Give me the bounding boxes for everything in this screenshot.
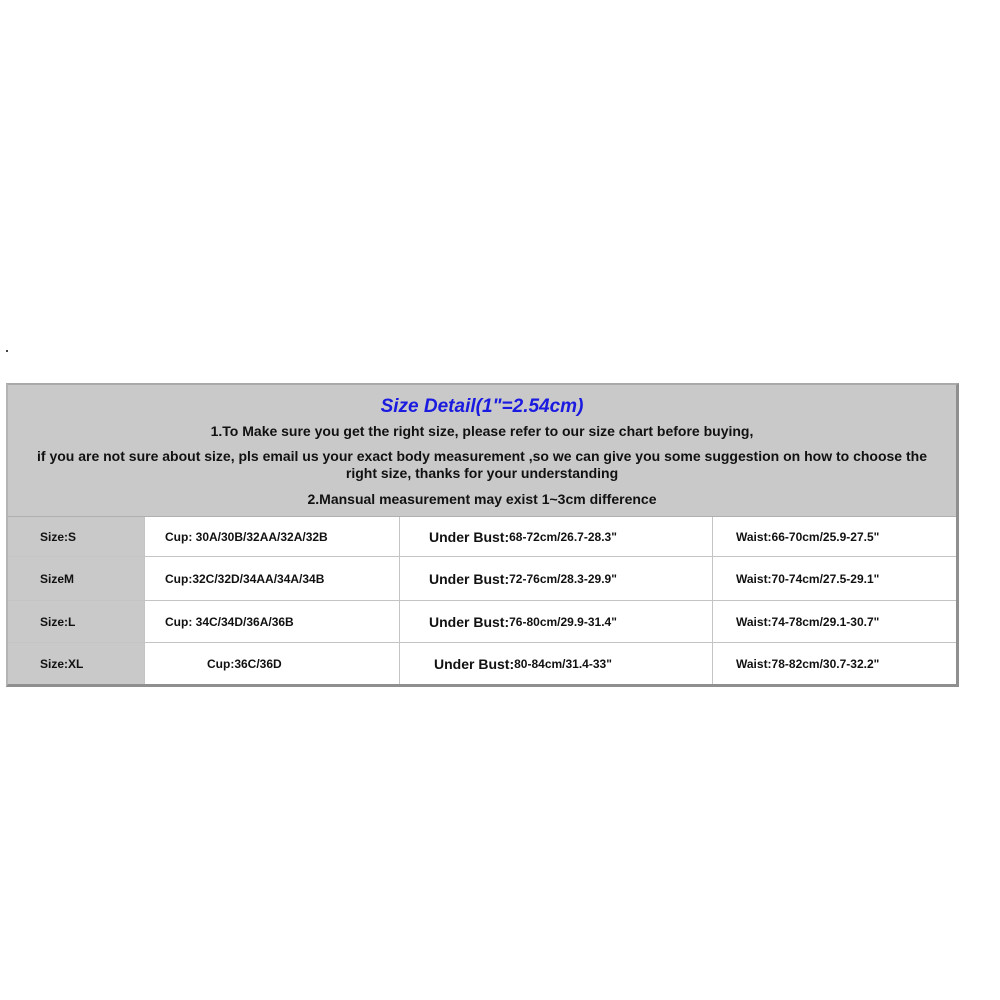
under-bust-value: 72-76cm/28.3-29.9" (509, 571, 617, 586)
cup-cell: Cup:32C/32D/34AA/34A/34B (144, 557, 399, 600)
under-bust-value: 76-80cm/29.9-31.4" (509, 614, 617, 629)
size-chart (6, 383, 959, 687)
under-bust-value: 80-84cm/31.4-33" (514, 656, 612, 671)
under-bust-cell (399, 517, 712, 556)
under-bust-cell (399, 557, 712, 600)
cup-cell: Cup: 30A/30B/32AA/32A/32B (144, 517, 399, 556)
size-note-2: if you are not sure about size, pls email us your exact body measurement ,so we can give you some suggestion on how to choose the right size, thanks for your understanding (37, 448, 927, 481)
under-bust-label: Under Bust: (429, 613, 510, 630)
size-chart-title: Size Detail(1"=2.54cm) (380, 396, 584, 417)
waist-cell: Waist:70-74cm/27.5-29.1" (712, 557, 956, 600)
cup-cell: Cup:36C/36D (144, 643, 399, 684)
size-rows (8, 517, 956, 684)
size-note-1: 1.To Make sure you get the right size, please refer to our size chart before buying, (210, 423, 754, 439)
under-bust-value: 68-72cm/26.7-28.3" (509, 529, 617, 544)
size-row-s (8, 517, 956, 556)
cup-cell: Cup: 34C/34D/36A/36B (144, 601, 399, 642)
under-bust-label: Under Bust: (429, 528, 510, 545)
size-row-l (8, 600, 956, 642)
waist-cell: Waist:74-78cm/29.1-30.7" (712, 601, 956, 642)
size-cell: Size:XL (8, 643, 144, 684)
size-chart-header (8, 385, 956, 517)
waist-cell: Waist:78-82cm/30.7-32.2" (712, 643, 956, 684)
size-cell: Size:S (8, 517, 144, 556)
under-bust-label: Under Bust: (434, 655, 515, 672)
size-cell: SizeM (8, 557, 144, 600)
stray-dot (6, 350, 8, 352)
size-cell: Size:L (8, 601, 144, 642)
under-bust-cell (399, 643, 712, 684)
size-row-xl (8, 642, 956, 684)
size-row-m (8, 556, 956, 600)
waist-cell: Waist:66-70cm/25.9-27.5" (712, 517, 956, 556)
under-bust-label: Under Bust: (429, 570, 510, 587)
under-bust-cell (399, 601, 712, 642)
size-note-3: 2.Mansual measurement may exist 1~3cm difference (307, 491, 657, 507)
